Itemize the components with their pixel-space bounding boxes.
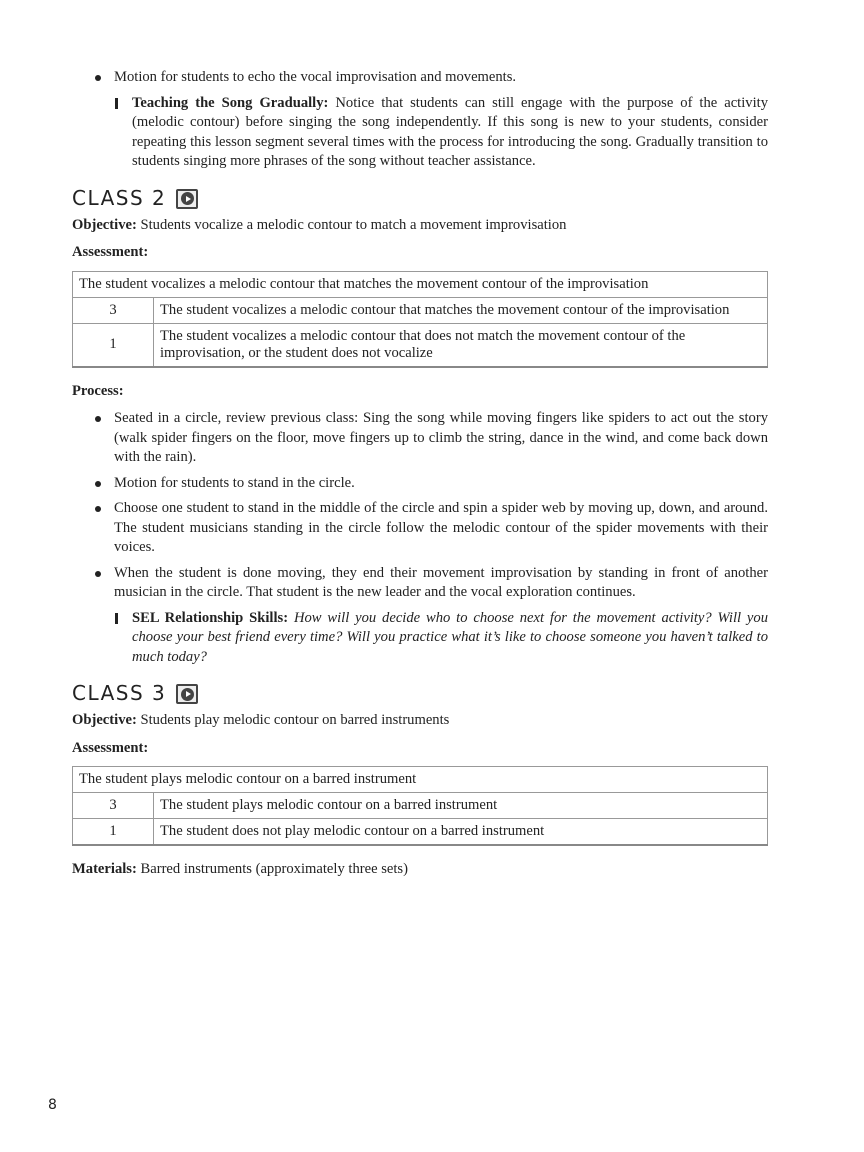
- bullet-text: Motion for students to echo the vocal improvisation and movements.: [114, 69, 517, 85]
- bullet-icon: [95, 75, 101, 81]
- list-item: [72, 68, 768, 88]
- class-2-heading: [72, 186, 768, 212]
- sub-bullet-icon: [115, 98, 118, 109]
- rubric-header: The student vocalizes a melodic contour that matches the movement contour of the improvisation: [73, 271, 768, 297]
- rubric-score: 3: [73, 297, 154, 323]
- materials-line: [72, 860, 768, 880]
- page-number: 8: [48, 1097, 57, 1113]
- list-item: [72, 474, 768, 494]
- bullet-icon: [95, 416, 101, 422]
- intro-bullets: [72, 68, 768, 88]
- table-row: [73, 793, 768, 819]
- sel-tip: [72, 609, 768, 668]
- process-step: Seated in a circle, review previous class: Sing the song while moving fingers like spiders to act out the story (walk spider fingers on the floor, move fingers up to climb the string, dance in the wind, and come back down with the rain).: [114, 410, 768, 465]
- class-3-rubric-table: [72, 766, 768, 846]
- objective-text: Students play melodic contour on barred instruments: [136, 712, 450, 728]
- table-row: [73, 819, 768, 846]
- rubric-score: 1: [73, 819, 154, 846]
- play-video-button[interactable]: [176, 684, 198, 704]
- teaching-tip-text: Notice that students can still engage with the purpose of the activity (melodic contour) before singing the song independently. If this song is new to your students, consider repeating this lesson segment several times with the process for introducing the song. Gradually transition to students singing more phrases of the song without teacher assistance.: [132, 94, 768, 169]
- process-step: Choose one student to stand in the middle of the circle and spin a spider web by moving up, down, and around. The student musicians standing in the circle follow the melodic contour of the spider movements with their voices.: [114, 500, 768, 555]
- page-content: [72, 68, 768, 888]
- rubric-score: 3: [73, 793, 154, 819]
- sub-bullet-icon: [115, 613, 118, 624]
- assessment-label: Assessment:: [72, 739, 149, 756]
- class-2-title: CLASS 2: [72, 185, 167, 210]
- process-step: When the student is done moving, they end their movement improvisation by standing in front of another musician in the circle. That student is the new leader and the vocal exploration continues.: [114, 564, 768, 600]
- process-list: [72, 409, 768, 603]
- bullet-icon: [95, 506, 101, 512]
- class-2-rubric-table: [72, 271, 768, 368]
- materials-text: Barred instruments (approximately three sets): [136, 861, 408, 877]
- bullet-icon: [95, 571, 101, 577]
- table-row: [73, 767, 768, 793]
- rubric-description: The student vocalizes a melodic contour that does not match the movement contour of the improvisation, or the student does not vocalize: [154, 323, 768, 367]
- bullet-icon: [95, 481, 101, 487]
- list-item: [72, 564, 768, 603]
- class-2-objective: [72, 216, 768, 236]
- objective-label: Objective:: [72, 216, 137, 233]
- class-3-heading: [72, 681, 768, 707]
- assessment-label: Assessment:: [72, 244, 149, 260]
- teaching-tip: [72, 94, 768, 172]
- class-3-objective: [72, 711, 768, 731]
- rubric-score: 1: [73, 323, 154, 367]
- table-row: [73, 323, 768, 367]
- list-item: [72, 499, 768, 558]
- materials-label: Materials:: [72, 861, 137, 877]
- play-video-button[interactable]: [176, 189, 198, 209]
- play-icon: [181, 192, 194, 205]
- sel-label: SEL Relationship Skills:: [132, 609, 289, 626]
- teaching-tip-label: Teaching the Song Gradually:: [132, 94, 329, 111]
- list-item: [72, 409, 768, 468]
- objective-text: Students vocalize a melodic contour to match a movement improvisation: [136, 216, 567, 233]
- rubric-description: The student does not play melodic contour on a barred instrument: [154, 819, 768, 846]
- objective-label: Objective:: [72, 712, 137, 728]
- process-label-line: [72, 382, 768, 402]
- class-2-assessment-label: [72, 243, 768, 263]
- table-row: [73, 271, 768, 297]
- table-row: [73, 297, 768, 323]
- rubric-description: The student vocalizes a melodic contour that matches the movement contour of the improvisation: [154, 297, 768, 323]
- process-step: Motion for students to stand in the circle.: [114, 474, 355, 491]
- sel-text: How will you decide who to choose next for the movement activity? Will you choose your best friend every time? Will you practice what it’s like to choose someone you haven’t talked to much today?: [132, 609, 768, 665]
- class-3-assessment-label: [72, 739, 768, 759]
- class-3-title: CLASS 3: [72, 681, 167, 706]
- rubric-description: The student plays melodic contour on a barred instrument: [154, 793, 768, 819]
- process-label: Process:: [72, 382, 124, 399]
- play-icon: [181, 688, 194, 701]
- rubric-header: The student plays melodic contour on a barred instrument: [73, 767, 768, 793]
